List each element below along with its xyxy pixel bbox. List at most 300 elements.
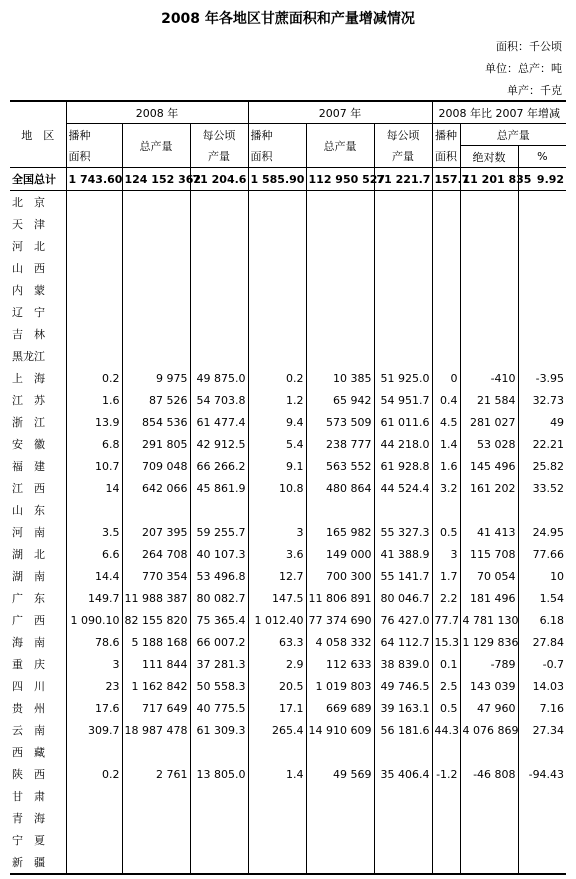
value-cell	[460, 279, 518, 301]
table-row	[10, 389, 566, 411]
value-cell	[518, 741, 566, 763]
value-cell	[432, 213, 460, 235]
value-cell: 64 112.7	[374, 631, 432, 653]
value-cell: -94.43	[518, 763, 566, 785]
table-row	[10, 697, 566, 719]
value-cell: 1 019 803	[306, 675, 374, 697]
value-cell: 71 204.6	[190, 168, 248, 191]
value-cell: 42 912.5	[190, 433, 248, 455]
value-cell	[306, 279, 374, 301]
value-cell: 207 395	[122, 521, 190, 543]
value-cell: 2 761	[122, 763, 190, 785]
value-cell: 25.82	[518, 455, 566, 477]
table-row	[10, 719, 566, 741]
value-cell: 854 536	[122, 411, 190, 433]
table-row	[10, 323, 566, 345]
value-cell: 3	[432, 543, 460, 565]
value-cell	[190, 323, 248, 345]
value-cell: 3.6	[248, 543, 306, 565]
value-cell: 0.5	[432, 521, 460, 543]
value-cell: 70 054	[460, 565, 518, 587]
value-cell	[518, 279, 566, 301]
value-cell: 642 066	[122, 477, 190, 499]
sugarcane-table	[10, 100, 566, 875]
value-cell: 23	[66, 675, 122, 697]
value-cell: 66 266.2	[190, 455, 248, 477]
value-cell: 41 413	[460, 521, 518, 543]
table-row	[10, 191, 566, 214]
value-cell	[374, 851, 432, 874]
header-output-2007: 总产量	[306, 124, 374, 168]
table-row	[10, 631, 566, 653]
value-cell: 17.6	[66, 697, 122, 719]
value-cell: 14.03	[518, 675, 566, 697]
value-cell	[432, 257, 460, 279]
value-cell: 55 141.7	[374, 565, 432, 587]
value-cell: -46 808	[460, 763, 518, 785]
value-cell: 9 975	[122, 367, 190, 389]
region-cell: 河 北	[12, 240, 45, 253]
header-area-change: 面积	[432, 146, 460, 168]
table-row	[10, 433, 566, 455]
table-row	[10, 851, 566, 874]
value-cell: 2.2	[432, 587, 460, 609]
value-cell: 1.7	[432, 565, 460, 587]
value-cell	[518, 345, 566, 367]
value-cell	[66, 851, 122, 874]
value-cell: 15.3	[432, 631, 460, 653]
value-cell: 281 027	[460, 411, 518, 433]
value-cell: 1.4	[432, 433, 460, 455]
value-cell	[518, 807, 566, 829]
value-cell: 1 162 842	[122, 675, 190, 697]
value-cell	[66, 741, 122, 763]
value-cell	[432, 345, 460, 367]
value-cell: -410	[460, 367, 518, 389]
value-cell	[374, 191, 432, 214]
value-cell	[122, 301, 190, 323]
value-cell	[306, 345, 374, 367]
value-cell: 41 388.9	[374, 543, 432, 565]
value-cell	[374, 499, 432, 521]
region-cell: 广 东	[12, 592, 45, 605]
table-row	[10, 257, 566, 279]
value-cell	[190, 301, 248, 323]
region-cell: 浙 江	[12, 416, 45, 429]
value-cell	[122, 851, 190, 874]
value-cell: 309.7	[66, 719, 122, 741]
value-cell: 1 090.10	[66, 609, 122, 631]
value-cell	[66, 829, 122, 851]
value-cell: 165 982	[306, 521, 374, 543]
value-cell	[190, 807, 248, 829]
header-yield-2008: 产量	[190, 146, 248, 168]
value-cell	[518, 301, 566, 323]
total-row	[10, 168, 566, 191]
value-cell: 480 864	[306, 477, 374, 499]
region-cell: 贵 州	[12, 702, 45, 715]
value-cell: 80 082.7	[190, 587, 248, 609]
region-cell: 青 海	[12, 812, 45, 825]
value-cell	[432, 807, 460, 829]
value-cell: 44 218.0	[374, 433, 432, 455]
table-body	[10, 168, 566, 875]
value-cell	[66, 301, 122, 323]
table-row	[10, 499, 566, 521]
region-cell: 内 蒙	[12, 284, 45, 297]
value-cell	[122, 323, 190, 345]
value-cell: 51 925.0	[374, 367, 432, 389]
value-cell: 65 942	[306, 389, 374, 411]
table-row	[10, 345, 566, 367]
header-output-change: 总产量	[460, 124, 566, 146]
value-cell: 27.84	[518, 631, 566, 653]
value-cell	[306, 323, 374, 345]
value-cell	[460, 741, 518, 763]
value-cell: 291 805	[122, 433, 190, 455]
value-cell: 181 496	[460, 587, 518, 609]
value-cell	[518, 829, 566, 851]
value-cell: 1.6	[66, 389, 122, 411]
value-cell	[306, 191, 374, 214]
value-cell	[460, 257, 518, 279]
value-cell: 112 950 527	[306, 168, 374, 191]
value-cell: 149.7	[66, 587, 122, 609]
value-cell	[460, 301, 518, 323]
value-cell	[122, 345, 190, 367]
value-cell: 264 708	[122, 543, 190, 565]
value-cell: 5.4	[248, 433, 306, 455]
header-area-2007: 面积	[248, 146, 306, 168]
value-cell: 14.4	[66, 565, 122, 587]
region-cell: 山 东	[12, 504, 45, 517]
value-cell	[190, 785, 248, 807]
value-cell	[432, 323, 460, 345]
value-cell	[306, 851, 374, 874]
region-cell: 湖 北	[12, 548, 45, 561]
region-cell: 江 西	[12, 482, 45, 495]
value-cell	[306, 235, 374, 257]
value-cell	[248, 191, 306, 214]
value-cell: 39 163.1	[374, 697, 432, 719]
value-cell: 2.5	[432, 675, 460, 697]
value-cell: 53 496.8	[190, 565, 248, 587]
region-cell: 全国总计	[10, 168, 66, 191]
region-cell: 福 建	[12, 460, 45, 473]
region-cell: 黑龙江	[12, 350, 45, 363]
value-cell: 9.1	[248, 455, 306, 477]
table-row	[10, 521, 566, 543]
value-cell	[306, 741, 374, 763]
table-row	[10, 609, 566, 631]
value-cell: 9.4	[248, 411, 306, 433]
value-cell: 1 012.40	[248, 609, 306, 631]
value-cell: 14	[66, 477, 122, 499]
value-cell	[306, 499, 374, 521]
value-cell: 6.18	[518, 609, 566, 631]
value-cell: 265.4	[248, 719, 306, 741]
value-cell	[66, 213, 122, 235]
value-cell: 24.95	[518, 521, 566, 543]
value-cell	[432, 499, 460, 521]
value-cell: 7.16	[518, 697, 566, 719]
region-cell: 重 庆	[12, 658, 45, 671]
value-cell: 33.52	[518, 477, 566, 499]
value-cell	[374, 807, 432, 829]
value-cell	[122, 829, 190, 851]
value-cell: 709 048	[122, 455, 190, 477]
value-cell: 0.5	[432, 697, 460, 719]
value-cell: 55 327.3	[374, 521, 432, 543]
value-cell: 80 046.7	[374, 587, 432, 609]
value-cell: 717 649	[122, 697, 190, 719]
value-cell: 38 839.0	[374, 653, 432, 675]
value-cell	[248, 807, 306, 829]
value-cell	[66, 191, 122, 214]
value-cell: 1.4	[248, 763, 306, 785]
value-cell	[306, 829, 374, 851]
value-cell: 20.5	[248, 675, 306, 697]
value-cell	[66, 499, 122, 521]
value-cell: 17.1	[248, 697, 306, 719]
value-cell: 9.92	[518, 168, 566, 191]
value-cell	[460, 807, 518, 829]
value-cell: 37 281.3	[190, 653, 248, 675]
header-output-2008: 总产量	[122, 124, 190, 168]
value-cell: 61 928.8	[374, 455, 432, 477]
value-cell: 1.2	[248, 389, 306, 411]
region-cell: 四 川	[12, 680, 45, 693]
value-cell	[374, 323, 432, 345]
value-cell	[374, 235, 432, 257]
region-cell: 江 苏	[12, 394, 45, 407]
value-cell: 1 129 836	[460, 631, 518, 653]
value-cell	[432, 235, 460, 257]
value-cell: 40 775.5	[190, 697, 248, 719]
region-cell: 辽 宁	[12, 306, 45, 319]
value-cell: -3.95	[518, 367, 566, 389]
value-cell: 77.66	[518, 543, 566, 565]
value-cell: 238 777	[306, 433, 374, 455]
value-cell	[374, 257, 432, 279]
value-cell	[460, 323, 518, 345]
value-cell: 0	[432, 367, 460, 389]
region-cell: 新 疆	[12, 856, 45, 869]
table-row	[10, 741, 566, 763]
value-cell	[518, 323, 566, 345]
value-cell: 3	[248, 521, 306, 543]
value-cell	[460, 851, 518, 874]
value-cell: 10.8	[248, 477, 306, 499]
value-cell: 3.2	[432, 477, 460, 499]
value-cell	[190, 279, 248, 301]
value-cell	[374, 213, 432, 235]
header-2008: 2008 年	[66, 101, 248, 124]
value-cell: 2.9	[248, 653, 306, 675]
header-yield-2007: 产量	[374, 146, 432, 168]
value-cell	[374, 785, 432, 807]
region-cell: 吉 林	[12, 328, 45, 341]
value-cell	[248, 235, 306, 257]
table-row	[10, 543, 566, 565]
value-cell	[248, 829, 306, 851]
header-abs: 绝对数	[460, 146, 518, 168]
header-region: 地 区	[10, 101, 66, 168]
value-cell: 49 569	[306, 763, 374, 785]
value-cell	[122, 785, 190, 807]
value-cell: 18 987 478	[122, 719, 190, 741]
page-title: 2008 年各地区甘蔗面积和产量增减情况	[161, 11, 415, 27]
region-cell: 河 南	[12, 526, 45, 539]
value-cell: 149 000	[306, 543, 374, 565]
value-cell	[374, 279, 432, 301]
value-cell	[66, 785, 122, 807]
value-cell	[374, 301, 432, 323]
value-cell: 4.5	[432, 411, 460, 433]
value-cell: 161 202	[460, 477, 518, 499]
header-2007: 2007 年	[248, 101, 432, 124]
table-row	[10, 587, 566, 609]
value-cell: 87 526	[122, 389, 190, 411]
value-cell: 77 374 690	[306, 609, 374, 631]
value-cell	[66, 323, 122, 345]
value-cell	[460, 499, 518, 521]
value-cell: 63.3	[248, 631, 306, 653]
value-cell	[190, 741, 248, 763]
value-cell: 27.34	[518, 719, 566, 741]
region-cell: 北 京	[12, 196, 45, 209]
value-cell: 10.7	[66, 455, 122, 477]
region-cell: 湖 南	[12, 570, 45, 583]
value-cell: 11 988 387	[122, 587, 190, 609]
value-cell: 32.73	[518, 389, 566, 411]
region-cell: 山 西	[12, 262, 45, 275]
region-cell: 海 南	[12, 636, 45, 649]
value-cell	[66, 807, 122, 829]
value-cell: 0.2	[248, 367, 306, 389]
value-cell: 47 960	[460, 697, 518, 719]
value-cell	[460, 829, 518, 851]
value-cell	[518, 785, 566, 807]
value-cell	[66, 235, 122, 257]
value-cell	[190, 191, 248, 214]
value-cell	[306, 213, 374, 235]
value-cell: 1.54	[518, 587, 566, 609]
value-cell	[518, 499, 566, 521]
value-cell	[460, 785, 518, 807]
value-cell: 61 477.4	[190, 411, 248, 433]
unit-output: 单位：总产：吨	[485, 62, 562, 75]
value-cell: 0.2	[66, 367, 122, 389]
value-cell	[248, 851, 306, 874]
region-cell: 宁 夏	[12, 834, 45, 847]
value-cell	[190, 345, 248, 367]
table-row	[10, 829, 566, 851]
table-row	[10, 477, 566, 499]
value-cell: 5 188 168	[122, 631, 190, 653]
value-cell	[66, 279, 122, 301]
header-area-2008: 面积	[66, 146, 122, 168]
value-cell	[190, 499, 248, 521]
value-cell: 4 058 332	[306, 631, 374, 653]
value-cell: 12.7	[248, 565, 306, 587]
value-cell: 35 406.4	[374, 763, 432, 785]
value-cell	[122, 257, 190, 279]
value-cell: 78.6	[66, 631, 122, 653]
table-row	[10, 675, 566, 697]
value-cell	[190, 257, 248, 279]
value-cell	[306, 301, 374, 323]
value-cell: 0.4	[432, 389, 460, 411]
value-cell	[432, 279, 460, 301]
value-cell: 3	[66, 653, 122, 675]
value-cell	[248, 345, 306, 367]
value-cell	[432, 851, 460, 874]
table-row	[10, 653, 566, 675]
value-cell	[460, 235, 518, 257]
value-cell: 76 427.0	[374, 609, 432, 631]
value-cell: 4 076 869	[460, 719, 518, 741]
value-cell: 669 689	[306, 697, 374, 719]
value-cell: 700 300	[306, 565, 374, 587]
header-per-2008: 每公顷	[190, 124, 248, 146]
table-row	[10, 279, 566, 301]
value-cell	[518, 235, 566, 257]
value-cell: 124 152 362	[122, 168, 190, 191]
value-cell: 44 524.4	[374, 477, 432, 499]
header-sow-2008: 播种	[66, 124, 122, 146]
value-cell	[248, 785, 306, 807]
value-cell: 111 844	[122, 653, 190, 675]
value-cell: 50 558.3	[190, 675, 248, 697]
region-cell: 安 徽	[12, 438, 45, 451]
table-row	[10, 301, 566, 323]
value-cell: 0.1	[432, 653, 460, 675]
value-cell	[122, 235, 190, 257]
value-cell: 10	[518, 565, 566, 587]
value-cell: 82 155 820	[122, 609, 190, 631]
value-cell: 59 255.7	[190, 521, 248, 543]
value-cell: -0.7	[518, 653, 566, 675]
value-cell	[248, 257, 306, 279]
region-cell: 西 藏	[12, 746, 45, 759]
unit-area: 面积：千公顷	[496, 40, 562, 53]
value-cell	[248, 301, 306, 323]
value-cell	[374, 345, 432, 367]
value-cell	[374, 829, 432, 851]
value-cell	[306, 785, 374, 807]
value-cell	[248, 279, 306, 301]
value-cell: 145 496	[460, 455, 518, 477]
value-cell	[432, 829, 460, 851]
value-cell	[122, 213, 190, 235]
value-cell: 61 011.6	[374, 411, 432, 433]
value-cell	[518, 213, 566, 235]
value-cell	[122, 191, 190, 214]
value-cell: 4 781 130	[460, 609, 518, 631]
value-cell	[518, 257, 566, 279]
value-cell: 44.3	[432, 719, 460, 741]
value-cell: 21 584	[460, 389, 518, 411]
value-cell: 6.8	[66, 433, 122, 455]
value-cell: 56 181.6	[374, 719, 432, 741]
value-cell: 1 743.60	[66, 168, 122, 191]
value-cell	[248, 741, 306, 763]
value-cell	[518, 851, 566, 874]
value-cell	[248, 323, 306, 345]
value-cell	[190, 213, 248, 235]
value-cell	[374, 741, 432, 763]
